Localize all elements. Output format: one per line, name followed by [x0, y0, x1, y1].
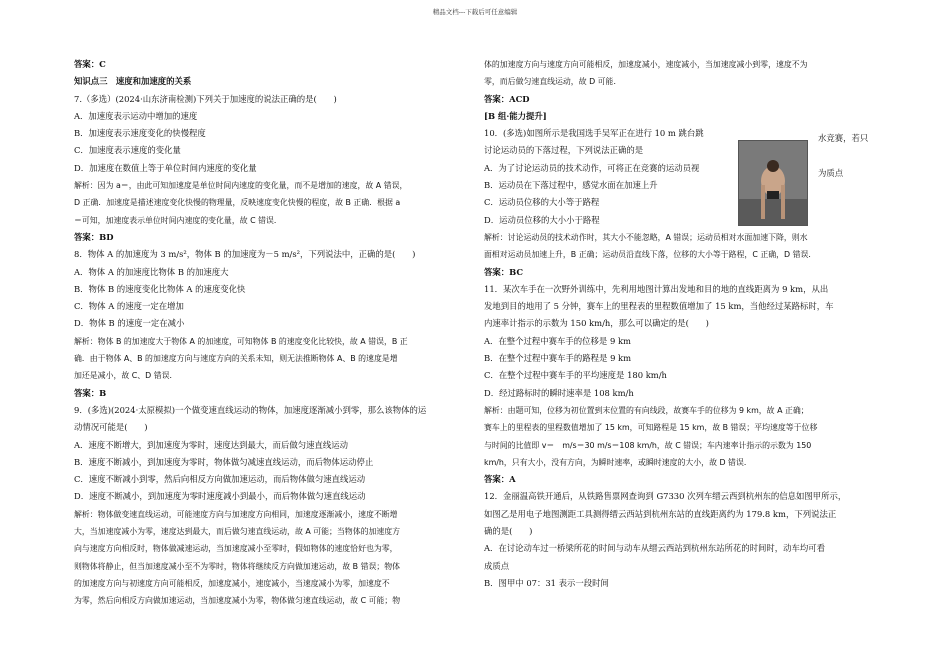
- right-line: A．在整个过程中赛车手的位移是 9 km: [484, 335, 631, 346]
- right-line: 答案：A: [484, 474, 516, 485]
- right-line: C．在整个过程中赛车手的平均速度是 180 km/h: [484, 370, 667, 381]
- right-line: 答案：ACD: [484, 93, 530, 104]
- left-line: D．物体 B 的速度一定在减小: [74, 318, 185, 329]
- right-line: 如图乙是用电子地图测距工具测得缙云西站到杭州东站的直线距离约为 179.8 km，下列说法正: [484, 508, 837, 519]
- right-line: B．运动员在下落过程中，感觉水面在加速上升: [484, 180, 658, 191]
- left-line: 确．由于物体 A、B 的加速度方向与速度方向的关系未知，则无法推断物体 A、B 的速度是增: [74, 354, 398, 364]
- left-line: 8．物体 A 的加速度为 3 m/s²，物体 B 的加速度为－5 m/s²，下列说法中，正确的是( ): [74, 249, 416, 260]
- right-line: D．经过路标时的瞬时速率是 108 km/h: [484, 387, 634, 398]
- right-line: B．在整个过程中赛车手的路程是 9 km: [484, 353, 632, 364]
- left-line: D 正确．加速度是描述速度变化快慢的物理量，反映速度变化快慢的程度，故 B 正确．根据 a: [74, 198, 401, 208]
- diver-figure-icon: [739, 141, 807, 225]
- left-line: B．物体 B 的速度变化比物体 A 的速度变化快: [74, 283, 246, 294]
- right-line: C．运动员位移的大小等于路程: [484, 197, 600, 208]
- left-line: 为零，然后向相反方向做加速运动，当加速度减小为零，物体做匀速直线运动，故 C 可能；物: [74, 596, 401, 606]
- right-line: B．图甲中 07：31 表示一段时间: [484, 577, 609, 588]
- left-line: 答案：B: [74, 387, 107, 398]
- left-line: 加还是减小，故 C、D 错误．: [74, 371, 178, 381]
- right-line: 发地到目的地用了 5 分钟，赛车上的里程表的里程数值增加了 15 km，当他经过某路标时，车: [484, 301, 834, 312]
- right-line: 与时间的比值即 v＝ m/s＝30 m/s＝108 km/h，故 C 错误；车内速率计指示的示数为 150: [484, 440, 812, 450]
- left-line: B．加速度表示速度变化的快慢程度: [74, 128, 206, 139]
- left-line: C．物体 A 的速度一定在增加: [74, 301, 184, 312]
- left-line: A．速度不断增大，到加速度为零时，速度达到最大，而后做匀速直线运动: [74, 439, 349, 450]
- left-line: 解析：物体做变速直线运动，可能速度方向与加速度方向相同，加速度逐渐减小，速度不断增: [74, 509, 398, 519]
- left-line: ＝可知，加速度表示单位时间内速度的变化量，故 C 错误．: [74, 215, 282, 225]
- right-line: [B 组·能力提升]: [484, 110, 547, 121]
- left-line: B．速度不断减小，到加速度为零时，物体做匀减速直线运动，而后物体运动停止: [74, 456, 374, 467]
- right-line: 内速率计指示的示数为 150 km/h，那么可以确定的是( ): [484, 318, 709, 329]
- left-line: A．物体 A 的加速度比物体 B 的加速度大: [74, 266, 229, 277]
- left-line: 答案：BD: [74, 231, 114, 242]
- left-line: 向与速度方向相反时，物体做减速运动，当加速度减小至零时，假如物体的速度恰好也为零，: [74, 544, 398, 554]
- left-line: C．速度不断减小到零，然后向相反方向做加速运动，而后物体做匀速直线运动: [74, 474, 366, 485]
- left-line: 9．(多选)(2024·太原模拟)一个做变速直线运动的物体，加速度逐渐减小到零，那么该物体的运: [74, 404, 427, 415]
- right-line: 11．某次车手在一次野外训练中，先利用地图计算出发地和目的地的直线距离为 9 km，从出: [484, 283, 829, 294]
- right-line: 答案：BC: [484, 266, 524, 277]
- right-line: 10．(多选)如图所示是我国选手吴军正在进行 10 m 跳台跳: [484, 128, 704, 139]
- left-line: 知识点三 速度和加速度的关系: [74, 76, 192, 87]
- right-line: 讨论运动员的下落过程，下列说法正确的是: [484, 145, 644, 156]
- diver-photo: [738, 140, 808, 226]
- left-line: D．加速度在数值上等于单位时间内速度的变化量: [74, 162, 257, 173]
- left-line: 则物体将静止，但当加速度减小至不为零时，物体将继续反方向做加速运动，故 B 错误；物体: [74, 561, 401, 571]
- left-line: A．加速度表示运动中增加的速度: [74, 110, 198, 121]
- left-line: D．速度不断减小，到加速度为零时速度减小到最小，而后物体做匀速直线运动: [74, 491, 366, 502]
- right-line: 解析：讨论运动员的技术动作时，其大小不能忽略，A 错误；运动员相对水面加速下降，则水: [484, 232, 808, 242]
- left-line: C．加速度表示速度的变化量: [74, 145, 181, 156]
- left-line: 答案：C: [74, 59, 106, 69]
- right-line: 12．金丽温高铁开通后，从铁路售票网查询到 G7330 次列车缙云西到杭州东的信息如图甲所示，: [484, 491, 847, 502]
- left-line: 大，当加速度减小为零，速度达到最大，而后做匀速直线运动，故 A 可能；当物体的加速度方: [74, 527, 401, 537]
- right-line: 解析：由题可知，位移为初位置到末位置的有向线段，故赛车手的位移为 9 km，故 A 正确；: [484, 405, 809, 415]
- right-line: 确的是( ): [484, 526, 533, 537]
- q10-side-text-1: 水竞赛，若只: [818, 133, 869, 143]
- right-line: 成质点: [484, 560, 510, 571]
- left-column: [74, 56, 469, 610]
- right-line: km/h，只有大小，没有方向，为瞬时速率，或瞬时速度的大小，故 D 错误．: [484, 457, 752, 467]
- right-line: A．为了讨论运动员的技术动作，可将正在竞赛的运动员视: [484, 162, 700, 173]
- right-line: 体的加速度方向与速度方向可能相反，加速度减小，速度减小，当加速度减小到零，速度不为: [484, 60, 808, 69]
- left-line: 动情况可能是( ): [74, 422, 148, 433]
- right-line: 零，而后做匀速直线运动，故 D 可能．: [484, 77, 622, 87]
- q10-side-text-2: 为质点: [818, 168, 844, 178]
- page-header: 精品文档---下载后可任意编辑: [432, 8, 518, 16]
- left-line: 解析：物体 B 的加速度大于物体 A 的加速度，可知物体 B 的速度变化比较快，故 A 错误，B 正: [74, 336, 408, 346]
- left-line: 的加速度方向与初速度方向可能相反，加速度减小，速度减小，当速度减小为零，加速度不: [74, 578, 390, 588]
- left-line: 7.（多选）(2024·山东济南检测)下列关于加速度的说法正确的是( ): [74, 93, 337, 104]
- right-line: 面相对运动员加速上升，B 正确；运动员沿直线下落，位移的大小等于路程，C 正确，D 错误．: [484, 250, 817, 260]
- left-line: 解析：因为 a＝，由此可知加速度是单位时间内速度的变化量，而不是增加的速度，故 A 错误，: [74, 181, 408, 191]
- right-line: 赛车上的里程表的里程数值增加了 15 km，可知路程是 15 km，故 B 错误；平均速度等于位移: [484, 423, 818, 433]
- right-line: A．在讨论动车过一桥梁所花的时间与动车从缙云西站到杭州东站所花的时间时，动车均可看: [484, 543, 826, 554]
- right-line: D．运动员位移的大小小于路程: [484, 214, 600, 225]
